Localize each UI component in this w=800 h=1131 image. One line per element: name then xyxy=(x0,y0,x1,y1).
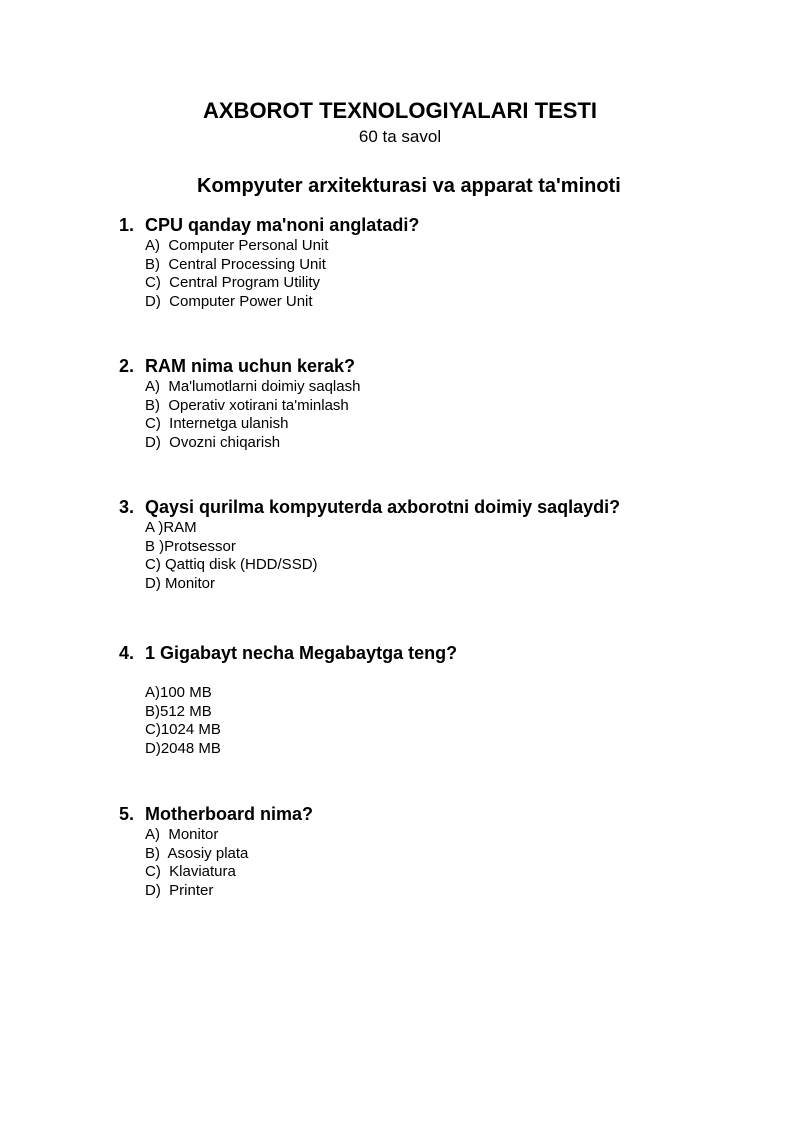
page-subtitle: 60 ta savol xyxy=(358,127,442,146)
question-number: 3. xyxy=(119,497,135,517)
answer-option-b: B )Protsessor xyxy=(145,537,236,555)
question-text: Motherboard nima? xyxy=(145,804,314,824)
answer-option-b: B) Operativ xotirani ta'minlash xyxy=(145,396,349,414)
answer-option-a: A) Computer Personal Unit xyxy=(145,237,329,254)
answer-option-c: C) Central Program Utility xyxy=(145,274,321,292)
question-number: 5. xyxy=(119,804,135,824)
answer-option-c: C)1024 MB xyxy=(145,721,221,739)
answer-options xyxy=(119,519,759,593)
answer-options xyxy=(119,237,759,311)
question-heading xyxy=(119,802,759,826)
section-title: Kompyuter arxitekturasi va apparat ta'minoti xyxy=(197,175,621,197)
question-number: 2. xyxy=(119,356,135,376)
answer-option-d: D) Computer Power Unit xyxy=(145,292,313,310)
answer-option-a: A )RAM xyxy=(145,519,197,536)
answer-options xyxy=(119,378,759,452)
answer-option-d: D) Ovozni chiqarish xyxy=(145,433,281,451)
answer-option-b: B) Central Processing Unit xyxy=(145,255,326,273)
question-text: 1 Gigabayt necha Megabaytga teng? xyxy=(145,643,458,663)
question-5 xyxy=(119,802,759,900)
answer-option-d: D)2048 MB xyxy=(145,739,221,757)
answer-option-c: C) Qattiq disk (HDD/SSD) xyxy=(145,556,318,574)
answer-option-d: D) Monitor xyxy=(145,574,216,592)
answer-options xyxy=(119,826,759,900)
question-number: 1. xyxy=(119,215,135,235)
answer-option-c: C) Internetga ulanish xyxy=(145,415,289,433)
question-heading xyxy=(119,641,759,665)
answer-option-b: B) Asosiy plata xyxy=(145,844,249,862)
answer-options xyxy=(119,684,759,758)
answer-option-a: A) Monitor xyxy=(145,826,219,843)
question-heading xyxy=(119,213,759,237)
question-1 xyxy=(119,213,759,311)
question-4 xyxy=(119,641,759,758)
answer-option-a: A)100 MB xyxy=(145,684,212,701)
question-text: CPU qanday ma'noni anglatadi? xyxy=(145,215,420,235)
question-3 xyxy=(119,495,759,593)
question-2 xyxy=(119,354,759,452)
answer-option-d: D) Printer xyxy=(145,881,214,899)
question-heading xyxy=(119,495,759,519)
answer-option-c: C) Klaviatura xyxy=(145,863,236,881)
answer-option-a: A) Ma'lumotlarni doimiy saqlash xyxy=(145,378,361,395)
question-text: Qaysi qurilma kompyuterda axborotni doimiy saqlaydi? xyxy=(145,497,621,517)
answer-option-b: B)512 MB xyxy=(145,702,212,720)
question-number: 4. xyxy=(119,643,135,663)
question-heading xyxy=(119,354,759,378)
question-text: RAM nima uchun kerak? xyxy=(145,356,356,376)
page-title: AXBOROT TEXNOLOGIYALARI TESTI xyxy=(203,98,597,123)
